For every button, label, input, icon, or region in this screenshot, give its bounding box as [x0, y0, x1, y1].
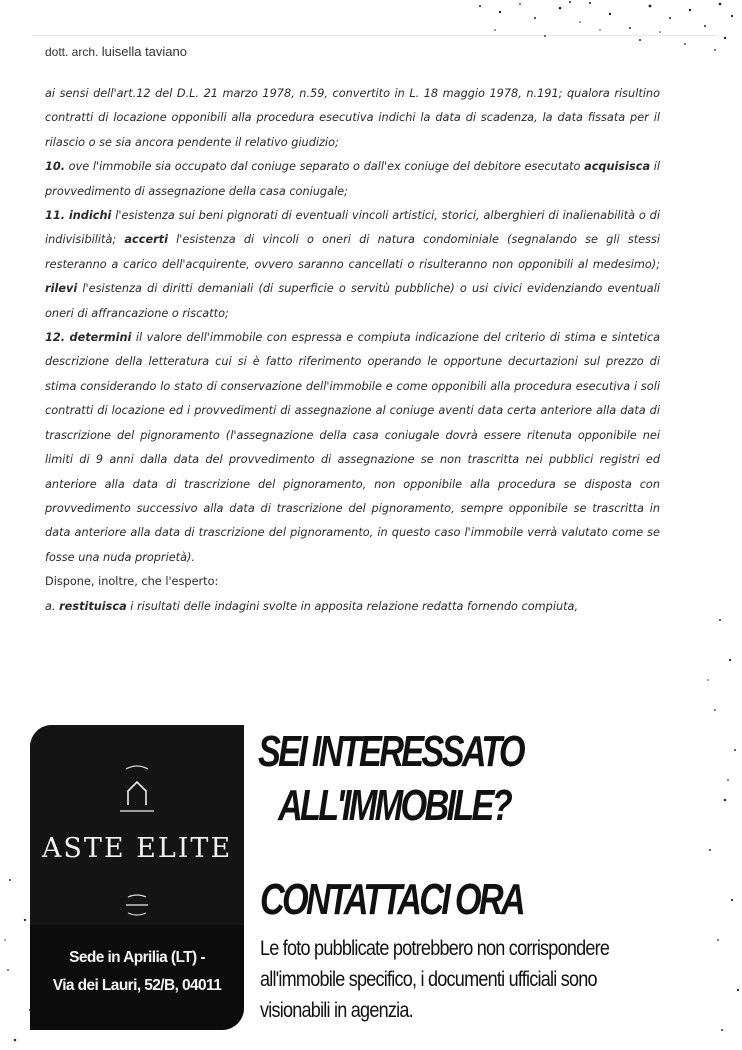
paragraph-a: a. restituisca i risultati delle indagini svolte in apposita relazione redatta fornendo compiuta, — [45, 599, 579, 613]
paragraph-dispone: Dispone, inoltre, che l'esperto: — [45, 575, 219, 589]
contact-box — [30, 925, 244, 1030]
agency-advert — [0, 705, 742, 1050]
brand-name: ASTE ELITE — [41, 833, 233, 864]
document-body — [45, 82, 660, 619]
paragraph-10: 10. ove l'immobile sia occupato dal coniuge separato o dall'ex coniuge del debitore esecutato acquisisca il provvedimento di assegnazione della casa coniugale; — [45, 160, 660, 198]
headline-line-2: ALL'IMMOBILE? — [278, 781, 510, 830]
address-line-2: Via dei Lauri, 52/B, 04011 — [52, 977, 222, 994]
cta-contact-now: CONTATTACI ORA — [260, 875, 523, 924]
house-icon — [116, 761, 158, 821]
paragraph-12: 12. determini il valore dell'immobile con espressa e compiuta indicazione del criterio di stima e sintetica descrizione della letteratura cui si è fatto riferimento operando le opportune decurtazioni sul prezzo di stima considerando lo stato di conservazione dell'immobile e come opponibili alla procedura esecutiva i soli contratti di locazione ed i provvedimenti di assegnazione al coniuge aventi data certa anteriore alla data di trascrizione del pignoramento (l'assegnazione della casa coniugale dovrà essere ritenuta opponibile nei limiti di 9 anni dalla data del provvedimento di assegnazione se non trascritta nei pubblici registri ed anteriore alla data di trascrizione del pignoramento, non opponibile alla procedura se disposta con provvedimento successivo alla data di trascrizione del pignoramento, sempre opponibile se trascritta in data anteriore alla data di trascrizione del pignoramento, in questo caso l'immobile verrà valutato come se fosse una nuda proprietà). — [45, 331, 660, 564]
author-name: luisella taviano — [101, 44, 187, 59]
author-prefix: dott. arch. — [45, 45, 99, 59]
address-line-1: Sede in Aprilia (LT) - — [69, 949, 205, 966]
document-author-header — [45, 44, 187, 59]
paragraph-intro: ai sensi dell'art.12 del D.L. 21 marzo 1978, n.59, convertito in L. 18 maggio 1978, n.191; qualora risultino contratti di locazione opponibili alla procedura esecutiva indichi la data di scadenza, la data fissata per il rilascio o se sia ancora pendente il relativo giudizio; — [45, 87, 660, 149]
paragraph-11: 11. indichi l'esistenza sui beni pignorati di eventuali vincoli artistici, storici, alberghieri di inalienabilità o di indivisibilità; accerti l'esistenza di vincoli o oneri di natura condominiale (segnalando se gli stessi resteranno a carico dell'acquirente, ovvero saranno cancellati o risulteranno non opponibili al medesimo); rilevi l'esistenza di diritti demaniali (di superficie o servitù pubbliche) o usi civici evidenziando eventuali oneri di affrancazione o riscatto; — [45, 209, 661, 320]
ornament-icon — [116, 889, 158, 919]
photo-disclaimer: Le foto pubblicate potrebbero non corrispondere all'immobile specifico, i documenti ufficiali sono visionabili in agenzia. — [260, 937, 610, 1022]
headline-line-1: SEI INTERESSATO — [258, 727, 523, 776]
aste-elite-logo-card — [30, 725, 244, 1030]
